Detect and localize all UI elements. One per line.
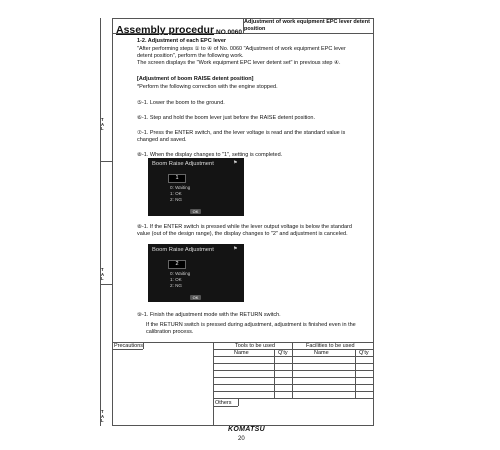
step-7-1: ⑦-1. Press the ENTER switch, and the lever voltage is read and the standard value is: [137, 130, 346, 136]
others-box: [238, 398, 239, 406]
precautions-label: Precautions: [114, 343, 144, 349]
strip-divider-1: [100, 161, 112, 162]
step-8-1: ⑧-1. When the display changes to "1", setting is completed.: [137, 152, 283, 158]
precautions-box: [143, 342, 144, 349]
table-row-line-7: [213, 391, 374, 392]
step-9-1: ⑨-1. Finish the adjustment mode with the RETURN switch.: [137, 312, 281, 318]
step-8-1-alt-cont: value (out of the design range), the display changes to "2" and adjustment is canceled.: [137, 231, 348, 237]
step-5-1: ⑤-1. Lower the boom to the ground.: [137, 100, 225, 106]
strip-right: [112, 18, 113, 426]
section-heading: 1-2. Adjustment of each EPC lever: [137, 38, 227, 44]
screen-2-value: 2: [168, 260, 186, 269]
step-8-1-alt: ⑧-1. If the ENTER switch is pressed while the lever output voltage is below the standard: [137, 224, 352, 230]
boom-note: *Perform the following correction with the engine stopped.: [137, 84, 278, 90]
strip-divider-2: [100, 284, 112, 285]
screen-2-status-icon: ⚑: [233, 246, 238, 252]
step-9-1-note-1: If the RETURN switch is pressed during adjustment, adjustment is finished even in the: [146, 322, 356, 328]
intro-line-1: "After performing steps ① to ④ of No. 0060 "Adjustment of work equipment EPC lever: [137, 46, 346, 52]
monitor-screen-1: [148, 158, 244, 216]
tools-header: Tools to be used: [235, 343, 276, 349]
table-row-line-2: [213, 356, 374, 357]
screen-1-options: 0: Waiting 1: OK 2: NG: [170, 185, 191, 202]
page-title: Assembly procedur: [116, 24, 215, 36]
screen-2-ok-button[interactable]: OK: [190, 295, 201, 300]
intro-line-2: detent position", perform the following work.: [137, 53, 244, 59]
table-row-line-5: [213, 377, 374, 378]
margin-mark-3: T A L: [101, 409, 105, 423]
table-row-line-4: [213, 370, 374, 371]
facilities-header: Facilities to be used: [306, 343, 355, 349]
facilities-name-col: Name: [314, 350, 329, 356]
screen-1-title: Boom Raise Adjustment: [152, 161, 214, 167]
step-7-1-cont: changed and saved.: [137, 137, 187, 143]
komatsu-logo: KOMATSU: [228, 426, 265, 433]
step-9-1-note-2: calibration process.: [146, 329, 194, 335]
others-box-bottom: [213, 406, 238, 407]
boom-heading: [Adjustment of boom RAISE detent position]: [137, 76, 254, 82]
page-subtitle: Adjustment of work equipment EPC lever detent position: [244, 19, 370, 32]
precautions-box-bottom: [112, 349, 143, 350]
facilities-qty-col: Q'ty: [359, 350, 369, 356]
margin-mark-1: T A L: [101, 117, 105, 131]
document-number: NO.0060: [216, 29, 243, 36]
strip-left: [100, 18, 101, 426]
screen-1-value: 1: [168, 174, 186, 183]
screen-1-ok-button[interactable]: OK: [190, 209, 201, 214]
table-row-line-3: [213, 363, 374, 364]
table-row-line-1: [213, 349, 374, 350]
screen-2-options: 0: Waiting 1: OK 2: NG: [170, 271, 191, 288]
page-number: 20: [238, 436, 245, 442]
others-label: Others: [215, 400, 232, 406]
tools-name-col: Name: [234, 350, 249, 356]
tools-qty-col: Q'ty: [278, 350, 288, 356]
monitor-screen-2: [148, 244, 244, 302]
step-6-1: ⑥-1. Step and hold the boom lever just before the RAISE detent position.: [137, 115, 315, 121]
margin-mark-2: T A L: [101, 267, 105, 281]
screen-1-status-icon: ⚑: [233, 160, 238, 166]
intro-line-3: The screen displays the "Work equipment EPC lever detent set" in previous step ④.: [137, 60, 341, 66]
screen-2-title: Boom Raise Adjustment: [152, 247, 214, 253]
table-row-line-6: [213, 384, 374, 385]
